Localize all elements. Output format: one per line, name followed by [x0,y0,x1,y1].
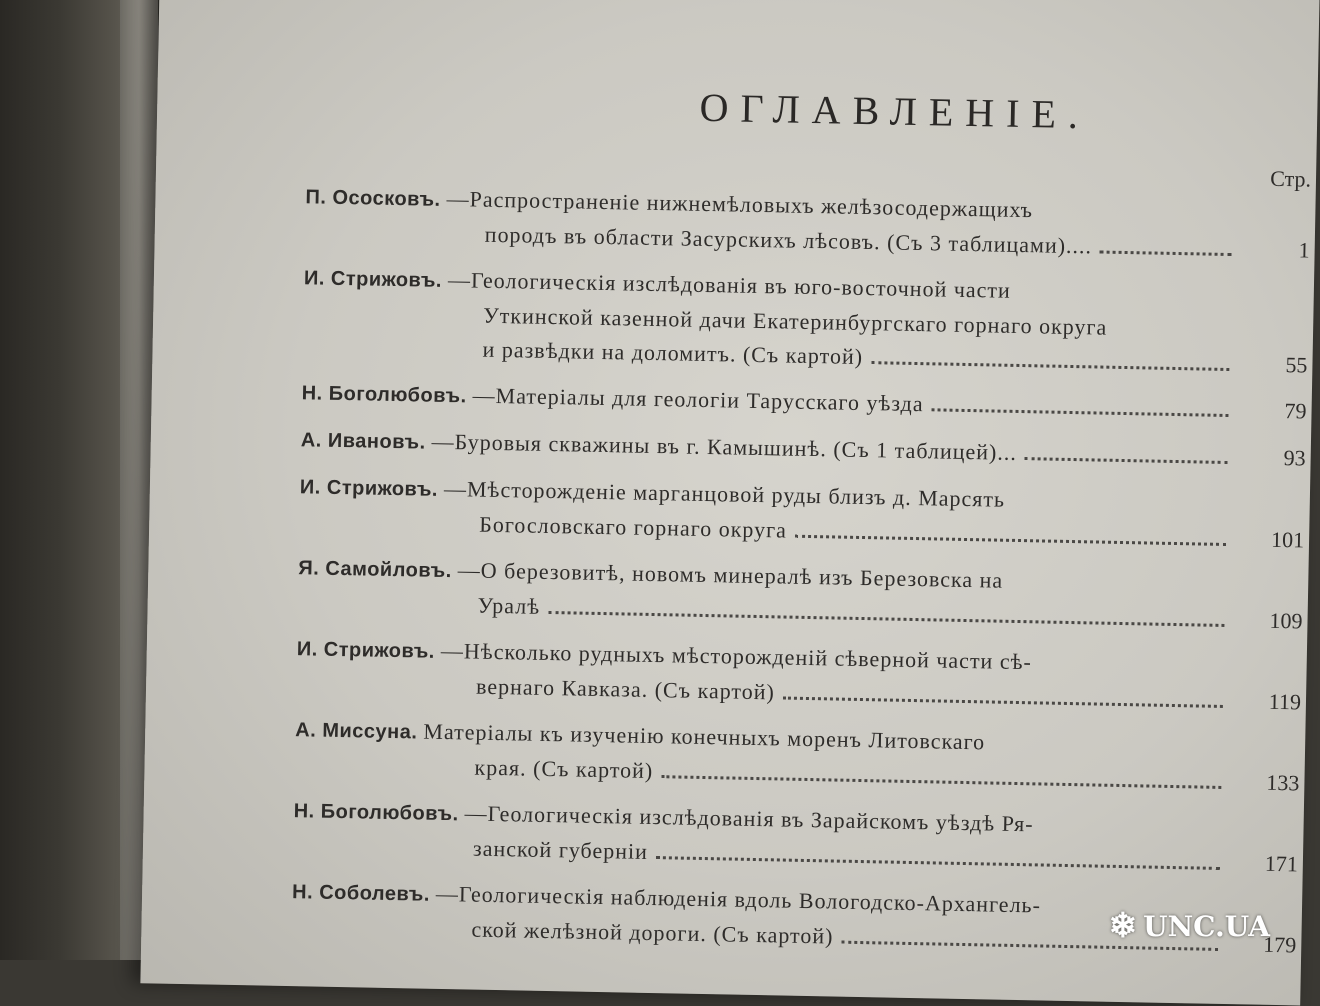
table-of-contents [291,76,1313,974]
toc-author: Я. Самойловъ. [298,557,452,583]
toc-title-text: ской желѣзной дороги. (Съ картой) [471,916,834,949]
leader-dots [1025,457,1228,464]
toc-entries [291,179,1310,962]
toc-author: И. Стрижовъ. [299,476,439,501]
toc-entry [301,375,1306,429]
toc-line [301,375,1306,429]
toc-title-text: Уралѣ [477,592,541,619]
toc-line [300,422,1305,476]
toc-title-text: —Буровыя скважины въ г. Камышинѣ. (Съ 1 таблицей)... [431,428,1018,465]
toc-page-number: 119 [1268,688,1302,715]
toc-entry [294,712,1300,800]
toc-title-text: Уткинской казенной дачи Екатеринбургскаго горнаго округа [483,302,1108,340]
toc-title-text: —Геологическія изслѣдованія въ юго-восточной части [447,267,1012,303]
toc-title-text: —Матеріалы для геологіи Тарусскаго уѣзда [472,382,924,417]
toc-page-number: 1 [1298,237,1310,263]
snowflake-icon: ❄ [1108,906,1138,946]
leader-dots [871,361,1229,371]
toc-entry [293,793,1299,881]
leader-dots [548,611,1224,627]
toc-title-text: —Геологическія изслѣдованія въ Зарайскомъ уѣздѣ Ря- [464,800,1034,837]
leader-dots [1100,251,1232,257]
toc-author: Н. Соболевъ. [291,881,431,906]
toc-title-text: занской губерніи [472,835,649,864]
toc-page-number: 93 [1283,445,1306,471]
toc-entry [296,631,1302,719]
toc-title-text: —О березовитѣ, новомъ минералѣ изъ Березовска на [457,557,1004,593]
toc-author: Н. Боголюбовъ. [293,800,459,826]
toc-entry [299,469,1305,557]
toc-entry [300,422,1305,476]
toc-title-text: —Нѣсколько рудныхъ мѣсторожденій сѣверной части сѣ- [440,637,1033,675]
leader-dots [932,408,1229,417]
toc-title-text: и развѣдки на доломитъ. (Съ картой) [482,336,864,369]
leader-dots [656,856,1220,870]
toc-page-number: 79 [1284,398,1307,424]
toc-title-text: вернаго Кавказа. (Съ картой) [475,673,776,705]
toc-title-text: —Мѣсторожденіе марганцовой руды близъ д. Марсять [443,475,1006,512]
toc-author: А. Миссуна. [295,719,418,744]
toc-title-text: Матеріалы къ изученію конечныхъ моренъ Литовскаго [423,718,986,755]
toc-author: А. Ивановъ. [300,429,426,454]
toc-page-number: 133 [1266,769,1300,796]
leader-dots [795,535,1226,546]
toc-page-number: 101 [1270,526,1305,553]
book-page [140,0,1319,1005]
watermark-text: UNC.UA [1143,909,1270,943]
toc-author: И. Стрижовъ. [303,267,443,292]
toc-entry [305,179,1311,267]
leader-dots [661,775,1221,789]
toc-page-number: 109 [1269,607,1303,634]
toc-page-number: 171 [1264,850,1299,877]
page-column-header: Стр. [1270,165,1312,192]
toc-title-text: Богословскаго горнаго округа [479,511,788,543]
toc-author: И. Стрижовъ. [296,638,436,663]
toc-entry [297,550,1303,638]
toc-page-number: 179 [1263,931,1297,958]
toc-author: Н. Боголюбовъ. [301,382,467,408]
toc-title-text: —Распространеніе нижнемѣловыхъ желѣзосодержащихъ [446,185,1034,223]
page-title: ОГЛАВЛЕНІЕ. [699,84,1091,138]
toc-entry [302,260,1309,382]
leader-dots [783,697,1223,708]
watermark [1109,906,1270,946]
toc-title-text: —Геологическія наблюденія вдоль Вологодско-Архангель- [435,880,1042,918]
toc-page-number: 55 [1285,352,1308,378]
toc-title-text: породъ въ области Засурскихъ лѣсовъ. (Съ 3 таблицами).... [484,221,1093,259]
toc-title-text: края. (Съ картой) [474,754,654,784]
toc-author: П. Ососковъ. [305,186,441,211]
